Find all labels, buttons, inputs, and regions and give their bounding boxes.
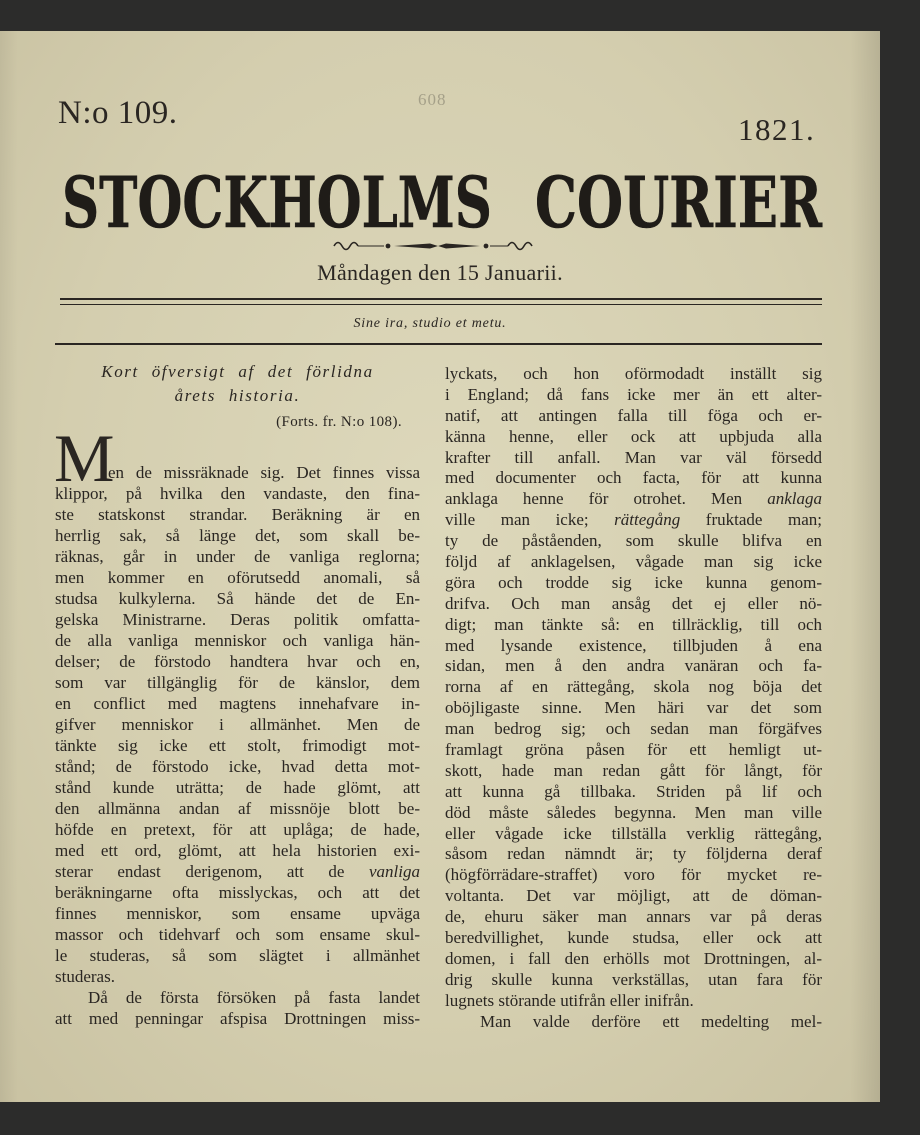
issue-date: Måndagen den 15 Januarii. (317, 260, 563, 285)
text-line: lyckats, och hon oförmodadt inställt sig (445, 364, 822, 383)
emphasis-text: vanliga (369, 862, 420, 881)
emphasis-text: anklaga (767, 489, 822, 509)
article-column-left (55, 462, 420, 1029)
text-line: men kommer en oförutsedd anomali, så (55, 568, 420, 587)
text-line (445, 489, 822, 510)
text-line: ty de påståenden, som skulle blifva en (445, 531, 822, 551)
text-line: beräkningarne ofta misslyckas, och att det (55, 883, 420, 902)
text-line: framlagt gröna påsen för ett hemligt ut- (445, 740, 822, 760)
text-line: de alla vanliga menniskor och vanliga hän- (55, 631, 420, 650)
text-line: lugnets störande utifrån eller inifrån. (445, 990, 694, 1010)
text-line: höfde en pretext, för att uplåga; de hade, (55, 820, 420, 839)
text-line: delser; de förstodo handtera hvar och en, (55, 652, 420, 671)
text-line: skott, hade man redan gått för långt, för (445, 760, 822, 780)
text-line: såsom redan nämndt är; ty följderna deraf (445, 844, 822, 864)
issue-year: 1821. (738, 112, 816, 147)
article-continuation-note: (Forts. fr. N:o 108). (276, 414, 402, 430)
text-line: eller vågade icke tillställa verklig rättegång, (445, 823, 822, 843)
text-line: följd af anklagelsen, vågade man sig icke (445, 552, 822, 572)
text-line: finnes menniskor, som ensame upväga (55, 904, 420, 923)
article-title-line-1: Kort öfversigt af det förlidna (101, 362, 374, 381)
text-line: rorna af en rättegång, skola nog böja det (445, 677, 822, 697)
double-rule-top (60, 298, 822, 300)
section-rule (55, 343, 822, 345)
motto: Sine ira, studio et metu. (353, 316, 507, 331)
text-line: i England; då fans icke mer än ett alter- (445, 384, 822, 404)
text-line: tänkte sig icke ett stolt, frimodigt mot- (55, 736, 420, 755)
page-number: 608 (418, 90, 447, 109)
masthead-title (0, 160, 880, 240)
emphasis-text: rättegång (614, 510, 681, 530)
text-line: känna henne, eller ock att upbjuda alla (445, 426, 822, 446)
text-line: gifver menniskor i allmänhet. Men de (55, 715, 420, 734)
article-title-line-2: årets historia. (174, 386, 301, 405)
text-segment: fruktade man; (680, 510, 822, 530)
text-line: sidan, men å den andra vanäran och fa- (445, 656, 822, 676)
double-rule-bottom (60, 304, 822, 305)
text-line: en conflict med magtens innehafvare in- (55, 694, 420, 713)
text-segment: sterar endast derigenom, att de (55, 862, 369, 881)
text-line: räknas, går in under de vanliga reglorna; (55, 547, 420, 566)
text-line (445, 510, 822, 531)
text-line: stånd kunde uträtta; de hade glömt, att (55, 778, 420, 797)
text-line: oböjligaste sinne. Men häri var det som (445, 698, 822, 718)
text-line: stånd; de förstodo icke, hvad detta mot- (55, 757, 420, 776)
text-line: gelska Ministrarne. Deras politik omfatta- (55, 610, 420, 629)
text-line: voltanta. Det var möjligt, att de döman- (445, 886, 822, 906)
text-line: död måste således begynna. Men man ville (445, 802, 822, 822)
masthead-word-courier: COURIER (535, 161, 823, 240)
text-line: som var tillgänglig för de känslor, dem (55, 673, 420, 692)
drop-cap-initial: M (54, 420, 115, 496)
article-column-right (445, 364, 822, 1033)
text-line: göra och trodde sig icke kunna genom- (445, 572, 822, 592)
issue-number: N:o 109. (58, 95, 178, 131)
text-line (55, 861, 420, 882)
text-line: herrlig sak, så länge det, som skall be- (55, 526, 420, 545)
text-line: domen, i fall den erhölls mot Drottningen, al- (445, 948, 822, 968)
text-line: massor och tidehvarf och som ensame skul- (55, 925, 420, 944)
masthead-word-stockholms: STOCKHOLMS (62, 161, 492, 240)
text-line: natif, att antingen falla till föga och er- (445, 405, 822, 425)
text-line: beredvillighet, kunde studsa, eller ock att (445, 928, 822, 948)
text-line: den allmänna andan af missnöje blott be- (55, 799, 420, 818)
text-line: med documenter och facta, för att kunna (445, 468, 822, 488)
text-line: studsa kulkylerna. Så hände det de En- (55, 589, 420, 608)
text-line: digt; man tänkte så: en tillräcklig, till och (445, 614, 822, 634)
text-line: klippor, på hvilka den vandaste, den fina- (55, 484, 420, 503)
text-line: studeras. (55, 967, 115, 986)
text-line: med lysande existence, tillbjuden å ena (445, 635, 822, 655)
text-line: Man valde derföre ett medelting mel- (480, 1011, 822, 1031)
text-segment: anklaga henne för otrohet. Men (445, 489, 768, 509)
text-line: en de missräknade sig. Det finnes vissa (108, 463, 420, 482)
text-line: att kunna gå tillbaka. Striden på lif och (445, 781, 822, 801)
text-line: drig skulle kunna verkställas, utan fara för (445, 969, 822, 989)
text-line: drifva. Och man ansåg det ej eller nö- (445, 593, 822, 613)
text-line: krafter till anfall. Man var väl försedd (445, 447, 822, 467)
text-line: att med penningar afspisa Drottningen miss- (55, 1009, 420, 1028)
text-line: de, ehuru säker man annars var på deras (445, 907, 822, 927)
text-line: le studeras, så som slägtet i allmänhet (55, 946, 420, 965)
text-segment: ville man icke; (445, 510, 615, 530)
text-line: med ett ord, glömt, att hela historien exi- (55, 841, 420, 860)
text-line: Då de första försöken på fasta landet (88, 988, 420, 1007)
text-line: man bedrog sig; och sedan man förgäfves (445, 719, 822, 739)
ornament-rule (330, 236, 540, 254)
text-line: ste statskonst strandar. Beräkning är en (55, 505, 420, 524)
text-line: (högförrädare-straffet) voro för mycket re- (445, 865, 822, 885)
